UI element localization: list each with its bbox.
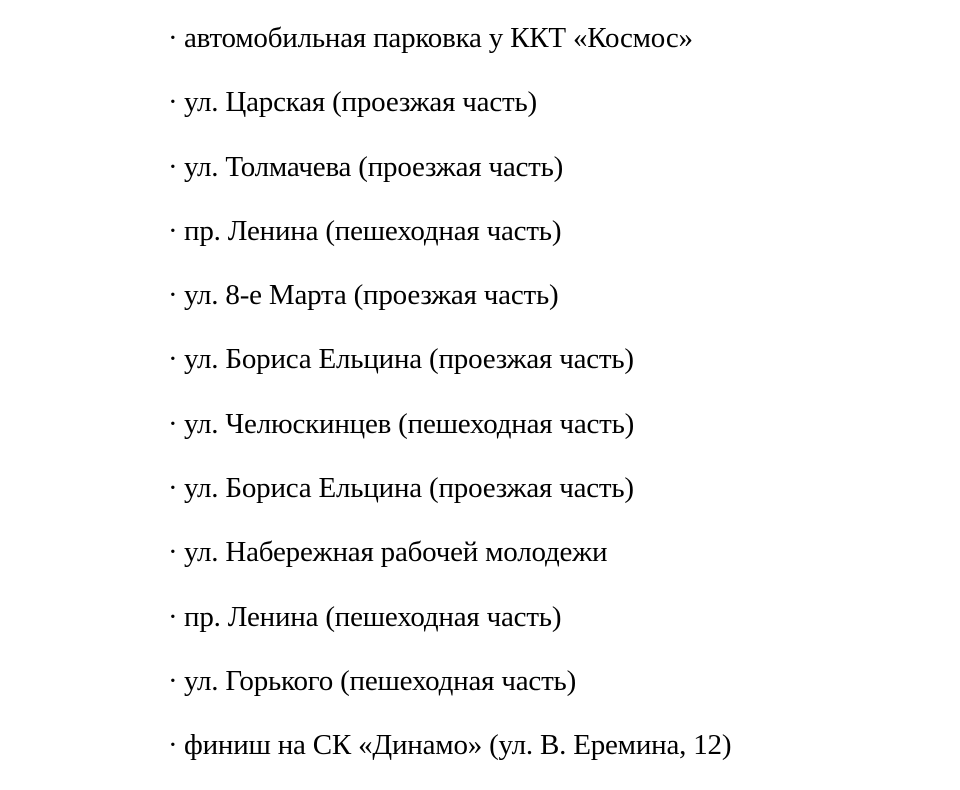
list-item [168,661,928,725]
list-item [168,82,928,146]
route-item-text: ул. Набережная рабочей молодежи [184,536,608,569]
bullet: · [168,22,178,54]
route-item-text: ул. Толмачева (проезжая часть) [184,150,564,183]
bullet: · [168,407,178,440]
route-item-text: ул. 8-е Марта (проезжая часть) [184,279,559,312]
route-item-text: ул. Бориса Ельцина (проезжая часть) [184,472,634,505]
bullet: · [168,664,178,697]
list-item [168,147,928,211]
route-item-text: финиш на СК «Динамо» (ул. В. Еремина, 12) [184,729,732,762]
route-item-text: ул. Челюскинцев (пешеходная часть) [184,407,635,440]
list-item [168,597,928,661]
route-item-text: автомобильная парковка у ККТ «Космос» [184,22,693,54]
route-item-text: пр. Ленина (пешеходная часть) [184,214,562,247]
bullet: · [168,536,178,569]
route-item-text: ул. Горького (пешеходная часть) [184,664,577,697]
route-item-text: ул. Царская (проезжая часть) [184,86,537,119]
list-item [168,339,928,403]
list-item [168,404,928,468]
list-item [168,532,928,596]
list-item [168,275,928,339]
route-item-text: ул. Бориса Ельцина (проезжая часть) [184,343,634,376]
bullet: · [168,279,178,312]
list-item [168,18,928,82]
list-item [168,211,928,275]
bullet: · [168,343,178,376]
bullet: · [168,729,178,762]
bullet: · [168,214,178,247]
list-item [168,468,928,532]
bullet: · [168,472,178,505]
route-list [168,18,928,790]
bullet: · [168,150,178,183]
bullet: · [168,86,178,119]
route-item-text: пр. Ленина (пешеходная часть) [184,600,562,633]
list-item [168,725,928,789]
bullet: · [168,600,178,633]
